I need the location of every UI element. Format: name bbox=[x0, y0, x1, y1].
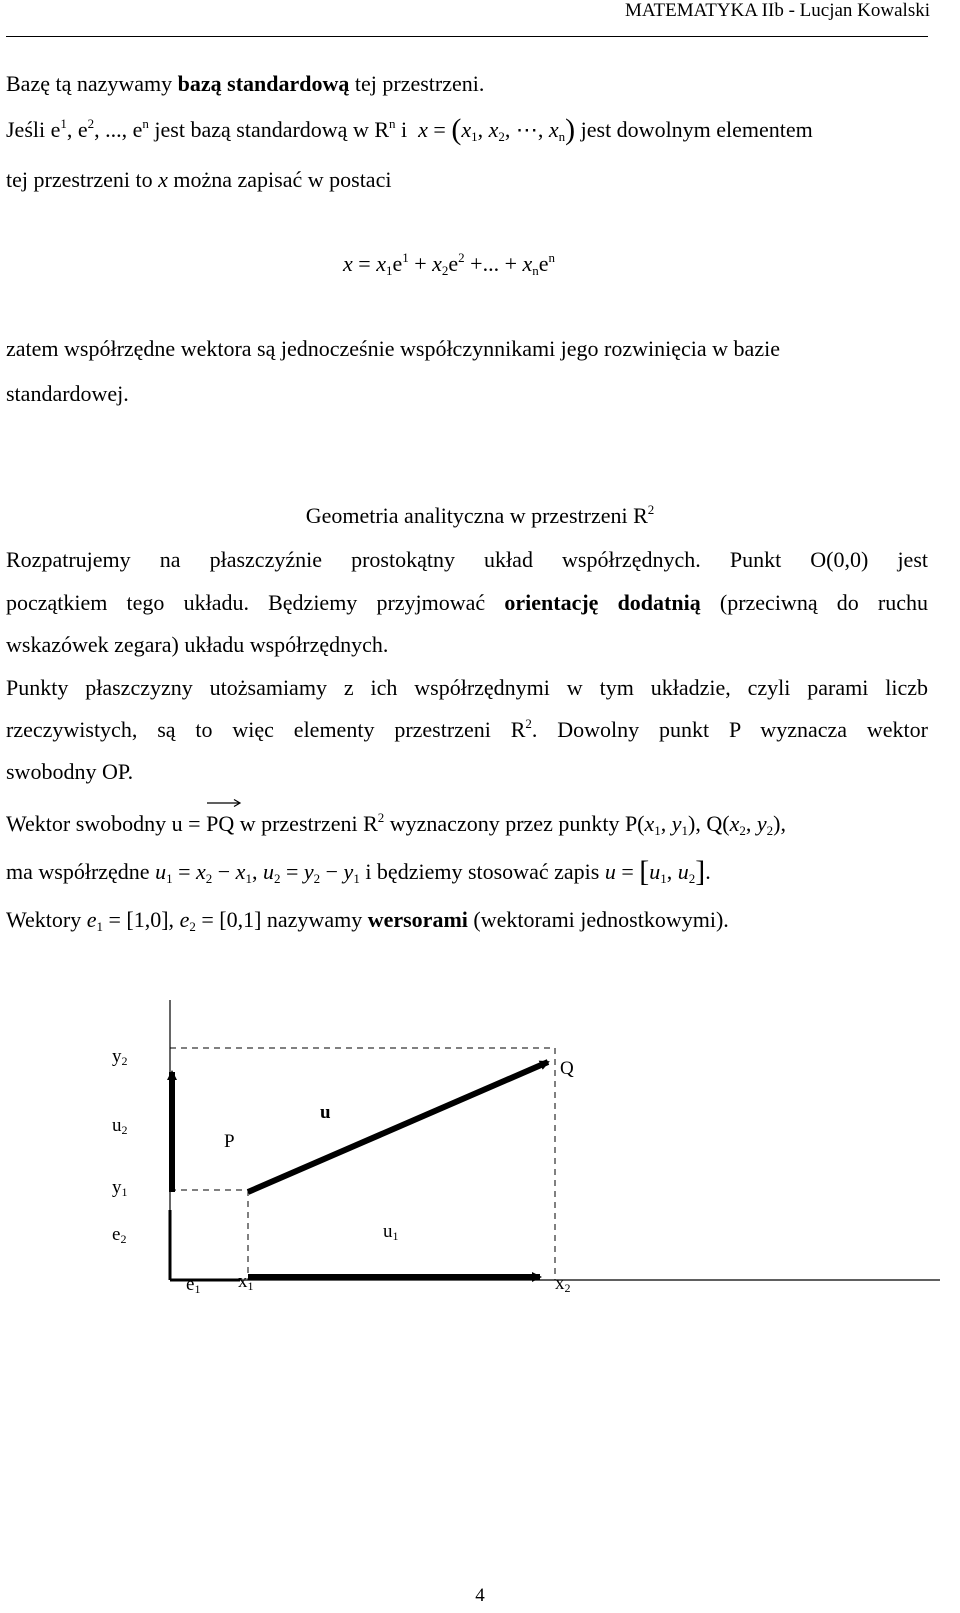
subscript: 2 bbox=[766, 823, 774, 838]
paragraph-coordinates-formula bbox=[6, 855, 711, 888]
text: . bbox=[705, 859, 711, 884]
text: początkiem tego układu. Będziemy przyjmować bbox=[6, 590, 505, 615]
text: , bbox=[660, 811, 672, 836]
math-var: x bbox=[461, 117, 472, 142]
paragraph-free-vector bbox=[6, 810, 786, 838]
math-var: e bbox=[448, 251, 459, 276]
label-y1: y1 bbox=[112, 1177, 128, 1199]
math-op: = bbox=[195, 907, 220, 932]
paragraph-coordinates-line1: zatem współrzędne wektora są jednocześnie współczynnikami jego rozwinięcia w bazie bbox=[6, 336, 780, 361]
label-u: u bbox=[320, 1102, 331, 1123]
text: rzeczywistych, są to więc elementy przestrzeni R bbox=[6, 717, 526, 742]
text: i bbox=[395, 117, 413, 142]
math-var: x bbox=[418, 117, 428, 142]
math-value: [1,0], bbox=[126, 907, 175, 932]
paren-close: ) bbox=[565, 113, 576, 146]
section-title-text: Geometria analityczna w przestrzeni R bbox=[305, 503, 648, 528]
math-op: − bbox=[320, 859, 344, 884]
math-var: u bbox=[155, 859, 167, 884]
paragraph-standard-basis bbox=[6, 70, 484, 98]
math-op: = bbox=[427, 117, 452, 142]
subscript: 1 bbox=[660, 871, 667, 886]
math-var: u bbox=[649, 859, 661, 884]
paragraph-points-line3: swobodny OP. bbox=[6, 759, 134, 784]
math-var: x bbox=[158, 167, 168, 192]
text: nazywamy bbox=[261, 907, 368, 932]
paren-open: ( bbox=[451, 113, 462, 146]
page-number: 4 bbox=[475, 1585, 485, 1606]
paragraph-points-line2 bbox=[6, 716, 928, 744]
vector-arrow-icon bbox=[206, 798, 242, 808]
subscript: 2 bbox=[688, 871, 696, 886]
subscript: 2 bbox=[313, 871, 321, 886]
math-op: = bbox=[182, 811, 207, 836]
math-op: , bbox=[666, 859, 678, 884]
vector-diagram bbox=[0, 1000, 960, 1600]
subscript: 2 bbox=[498, 129, 505, 144]
section-title bbox=[0, 502, 960, 530]
math-op: = bbox=[280, 859, 304, 884]
bracket-close: ] bbox=[695, 855, 706, 888]
text: Wektory bbox=[6, 907, 87, 932]
text: można zapisać w postaci bbox=[167, 167, 392, 192]
subscript: n bbox=[532, 263, 539, 278]
math-op: = bbox=[352, 251, 377, 276]
math-var: e bbox=[392, 251, 403, 276]
header-title: MATEMATYKA IIb - Lucjan Kowalski bbox=[624, 0, 930, 21]
subscript: 1 bbox=[654, 823, 661, 838]
paragraph-versors bbox=[6, 906, 729, 934]
math-op: = bbox=[102, 907, 127, 932]
math-var: u bbox=[604, 859, 616, 884]
subscript: 1 bbox=[96, 919, 103, 934]
label-Q: Q bbox=[560, 1058, 574, 1079]
label-x1: x1 bbox=[238, 1271, 254, 1293]
subscript: 2 bbox=[739, 823, 746, 838]
math-var: u bbox=[262, 859, 274, 884]
math-op: = bbox=[615, 859, 640, 884]
math-var: x bbox=[432, 251, 442, 276]
text: Rozpatrujemy na płaszczyźnie prostokątny układ współrzędnych. bbox=[6, 547, 701, 572]
paragraph-if-basis bbox=[6, 113, 813, 146]
text: i będziemy stosować zapis bbox=[359, 859, 605, 884]
text: Jeśli e bbox=[6, 117, 61, 142]
paragraph-coordinate-system-line1 bbox=[6, 546, 928, 574]
text: ), bbox=[773, 811, 786, 836]
math-var: x bbox=[522, 251, 533, 276]
superscript: 2 bbox=[458, 250, 465, 265]
math-var: u bbox=[677, 859, 689, 884]
superscript: 2 bbox=[377, 810, 385, 825]
text: Bazę tą nazywamy bbox=[6, 71, 178, 96]
math-var: PQ bbox=[206, 811, 235, 836]
label-e1: e1 bbox=[186, 1274, 201, 1296]
text: w przestrzeni R bbox=[234, 811, 378, 836]
superscript: 2 bbox=[647, 502, 655, 517]
math-var: x bbox=[729, 811, 740, 836]
superscript: 2 bbox=[87, 116, 95, 131]
subscript: 1 bbox=[385, 263, 393, 278]
superscript: 2 bbox=[525, 716, 532, 731]
superscript: n bbox=[389, 116, 396, 131]
math-var: x bbox=[644, 811, 655, 836]
vector-pq bbox=[206, 810, 234, 838]
text: (wektorami jednostkowymi). bbox=[467, 907, 729, 932]
math-var: e bbox=[86, 907, 97, 932]
math-op: , bbox=[251, 859, 263, 884]
superscript: 1 bbox=[402, 250, 409, 265]
text: . Dowolny punkt P wyznacza wektor bbox=[531, 717, 928, 742]
math-op: + bbox=[408, 251, 433, 276]
text: jest dowolnym elementem bbox=[575, 117, 813, 142]
bold-term: wersorami bbox=[367, 907, 468, 932]
text: tej przestrzeni. bbox=[349, 71, 485, 96]
math-var: e bbox=[538, 251, 549, 276]
formula-expansion bbox=[343, 250, 555, 278]
math-value: [0,1] bbox=[219, 907, 262, 932]
text: tej przestrzeni to bbox=[6, 167, 159, 192]
bold-term: orientację dodatnią bbox=[504, 590, 701, 615]
paragraph-coordinates-line2: standardowej. bbox=[6, 381, 129, 406]
superscript: n bbox=[142, 116, 149, 131]
label-P: P bbox=[224, 1131, 235, 1152]
math-var: y bbox=[343, 859, 354, 884]
math-op: , ⋯, bbox=[504, 117, 549, 142]
math-op: − bbox=[212, 859, 236, 884]
math-op: , bbox=[477, 117, 489, 142]
math-var: y bbox=[756, 811, 767, 836]
math-var: x bbox=[488, 117, 499, 142]
text: ma współrzędne bbox=[6, 859, 156, 884]
text: , ..., e bbox=[94, 117, 143, 142]
text: jest bazą standardową w R bbox=[148, 117, 390, 142]
header-rule bbox=[6, 36, 928, 37]
subscript: 2 bbox=[205, 871, 213, 886]
paragraph-coordinate-system-line3: wskazówek zegara) układu współrzędnych. bbox=[6, 632, 389, 657]
math-var: y bbox=[303, 859, 314, 884]
math-var: x bbox=[235, 859, 246, 884]
math-var: u bbox=[171, 811, 183, 836]
subscript: 2 bbox=[273, 871, 281, 886]
label-e2: e2 bbox=[112, 1224, 127, 1246]
text: (przeciwną do ruchu bbox=[700, 590, 928, 615]
text: , bbox=[745, 811, 757, 836]
label-x2: x2 bbox=[555, 1273, 571, 1295]
vector-u-arrow bbox=[248, 1062, 548, 1192]
subscript: 2 bbox=[441, 263, 449, 278]
paragraph-points-line1: Punkty płaszczyzny utożsamiamy z ich współrzędnymi w tym układzie, czyli parami liczb bbox=[6, 675, 928, 700]
text: ), Q( bbox=[688, 811, 730, 836]
superscript: n bbox=[548, 250, 556, 265]
math-var: x bbox=[376, 251, 386, 276]
paragraph-coordinate-system-line2 bbox=[6, 589, 928, 617]
paragraph-can-write bbox=[6, 166, 391, 194]
subscript: 1 bbox=[471, 129, 478, 144]
subscript: n bbox=[558, 129, 566, 144]
math-var: y bbox=[671, 811, 682, 836]
bracket-open: [ bbox=[639, 855, 650, 888]
text: , e bbox=[66, 117, 88, 142]
label-u2: u2 bbox=[112, 1115, 128, 1137]
subscript: 1 bbox=[245, 871, 252, 886]
text: Wektor swobodny bbox=[6, 811, 172, 836]
subscript: 1 bbox=[166, 871, 173, 886]
math-var: x bbox=[343, 251, 353, 276]
text: wyznaczony przez punkty P( bbox=[384, 811, 645, 836]
math-var: e bbox=[179, 907, 190, 932]
subscript: 1 bbox=[353, 871, 360, 886]
math-op: = bbox=[172, 859, 196, 884]
label-u1: u1 bbox=[383, 1221, 399, 1243]
subscript: 2 bbox=[189, 919, 196, 934]
math-op: +... + bbox=[464, 251, 523, 276]
superscript: 1 bbox=[60, 116, 67, 131]
text: Punkt O(0,0) jest bbox=[729, 547, 928, 572]
label-y2: y2 bbox=[112, 1046, 128, 1068]
math-var: x bbox=[195, 859, 206, 884]
bold-term: bazą standardową bbox=[177, 71, 350, 96]
math-var: x bbox=[548, 117, 559, 142]
subscript: 1 bbox=[681, 823, 689, 838]
